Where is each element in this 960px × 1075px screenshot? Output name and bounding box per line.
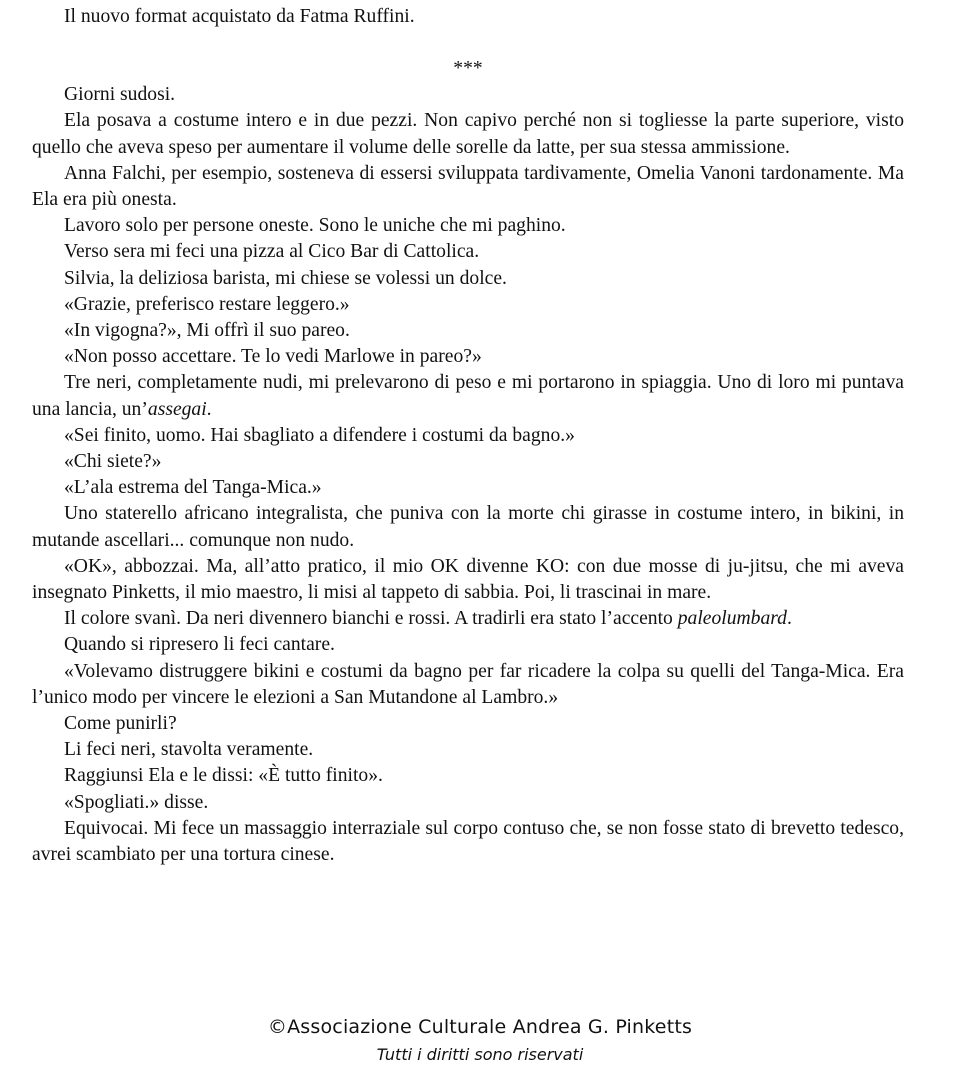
paragraph-paleolumbard (32, 606, 904, 632)
paragraph: «L’ala estrema del Tanga-Mica.» (64, 477, 322, 499)
paragraph: «Spogliati.» disse. (64, 791, 209, 813)
paragraph: «Sei finito, uomo. Hai sbagliato a difendere i costumi da bagno.» (64, 424, 575, 446)
paragraph: Equivocai. Mi fece un massaggio interraziale sul corpo contuso che, se non fosse stato di brevetto tedesco, avrei scambiato per una tortura cinese. (32, 817, 904, 866)
text-span: . (786, 608, 792, 630)
section-separator: *** (453, 58, 483, 80)
paragraph: «In vigogna?», Mi offrì il suo pareo. (64, 320, 350, 342)
paragraph-assegai (32, 370, 904, 422)
page-footer (0, 1013, 960, 1067)
document-body (32, 4, 904, 868)
paragraph: Anna Falchi, per esempio, sosteneva di essersi sviluppata tardivamente, Omelia Vanoni tardonamente. Ma Ela era più onesta. (32, 162, 904, 211)
text-span: . (206, 398, 212, 420)
italic-word: paleolumbard (677, 608, 787, 630)
paragraph: Uno staterello africano integralista, che puniva con la morte chi girasse in costume intero, in bikini, in mutande ascellari... comunque non nudo. (32, 503, 904, 551)
opening-line: Il nuovo format acquistato da Fatma Ruffini. (64, 6, 415, 27)
paragraph: Verso sera mi feci una pizza al Cico Bar di Cattolica. (64, 241, 480, 263)
paragraph: «Volevamo distruggere bikini e costumi da bagno per far ricadere la colpa su quelli del Tanga-Mica. Era l’unico modo per vincere le elezioni a San Mutandone al Lambro.» (32, 660, 904, 708)
paragraph: Quando si ripresero li feci cantare. (64, 634, 335, 656)
paragraph: «OK», abbozzai. Ma, all’atto pratico, il mio OK divenne KO: con due mosse di ju-jitsu, che mi aveva insegnato Pinketts, il mio maestro, li misi al tappeto di sabbia. Poi, li trascinai in mare. (32, 555, 904, 604)
italic-word: assegai (147, 398, 207, 420)
paragraph: Ela posava a costume intero e in due pezzi. Non capivo perché non si togliesse la parte superiore, visto quello che aveva speso per aumentare il volume delle sorelle da latte, per sua stessa ammissione. (32, 110, 904, 158)
paragraph: «Chi siete?» (64, 451, 162, 473)
paragraph: Giorni sudosi. (64, 84, 176, 106)
paragraph: «Non posso accettare. Te lo vedi Marlowe in pareo?» (64, 346, 482, 368)
text-span: Tre neri, completamente nudi, mi prelevarono di peso e mi portarono in spiaggia. Uno di loro mi puntava una lancia, un’ (32, 372, 904, 420)
paragraph: Lavoro solo per persone oneste. Sono le uniche che mi paghino. (64, 215, 566, 237)
rights-notice: Tutti i diritti sono riservati (376, 1045, 584, 1064)
paragraph: Come punirli? (64, 713, 177, 735)
paragraph: Raggiunsi Ela e le dissi: «È tutto finito». (64, 765, 383, 787)
text-span: Il colore svanì. Da neri divennero bianchi e rossi. A tradirli era stato l’accento (64, 608, 678, 630)
paragraph: «Grazie, preferisco restare leggero.» (64, 293, 350, 315)
paragraph: Li feci neri, stavolta veramente. (64, 739, 314, 761)
copyright-notice: ©Associazione Culturale Andrea G. Pinketts (267, 1016, 693, 1038)
paragraph: Silvia, la deliziosa barista, mi chiese se volessi un dolce. (64, 267, 507, 289)
